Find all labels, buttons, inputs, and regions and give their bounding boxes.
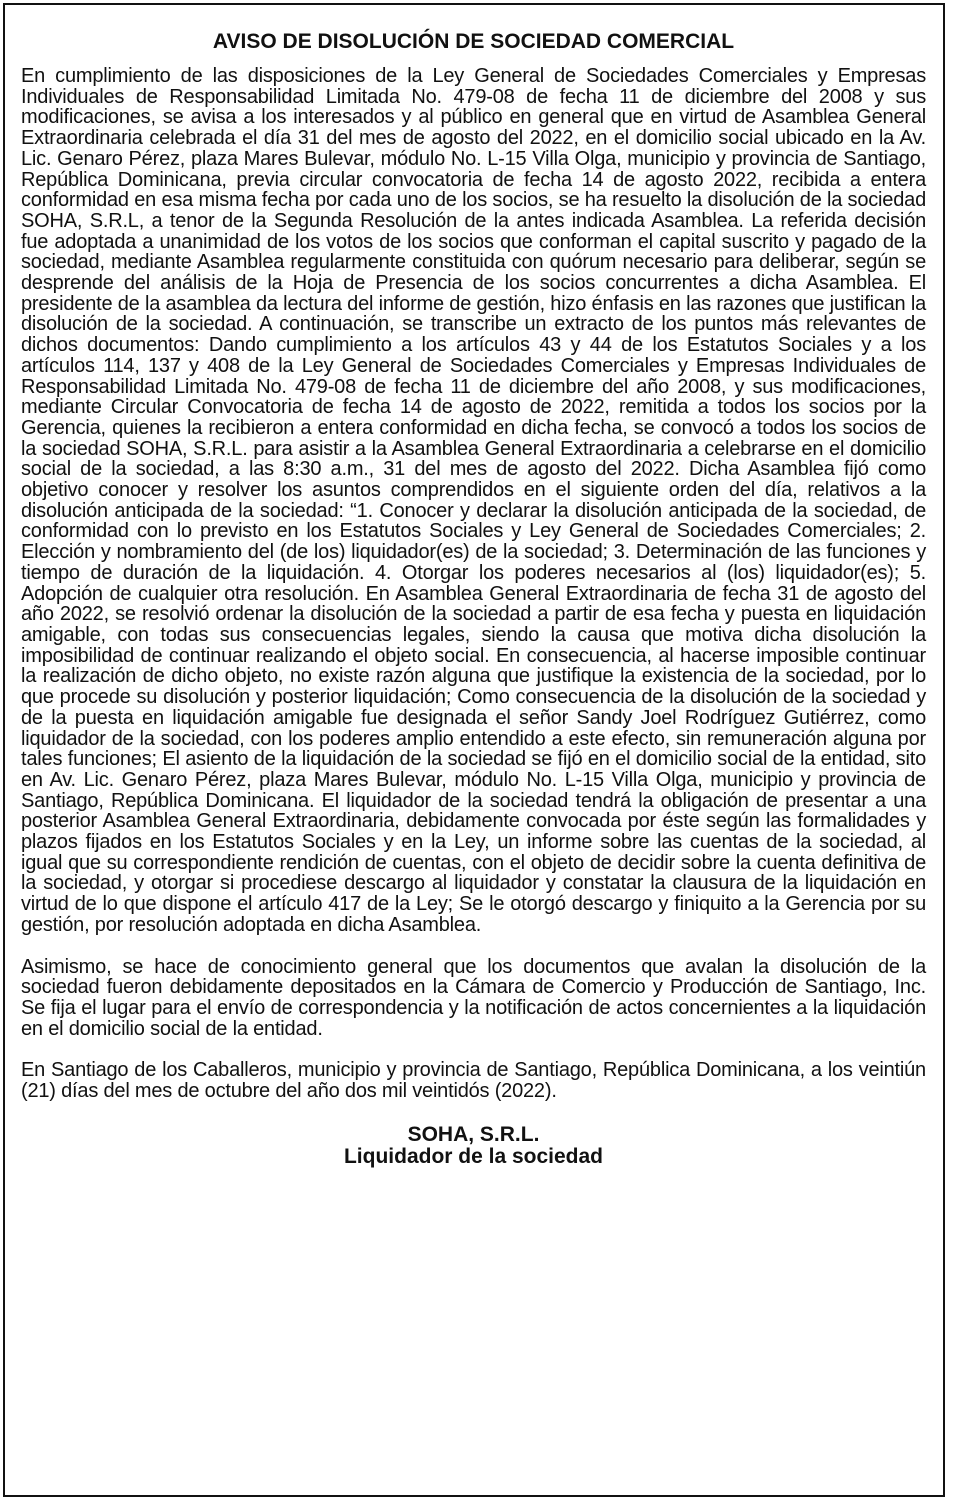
notice-paragraph-main: En cumplimiento de las disposiciones de la Ley General de Sociedades Comerciales y Empresas Individuales de Responsabilidad Limitada No. 479-08 de fecha 11 de diciembre del 2008 y sus modificaciones, se avisa a los interesados y al público en general que en virtud de Asamblea General Extraordinaria celebrada el día 31 del mes de agosto del 2022, en el domicilio social ubicado en la Av. Lic. Genaro Pérez, plaza Mares Bulevar, módulo No. L-15 Villa Olga, municipio y provincia de Santiago, República Dominicana, previa circular convocatoria de fecha 14 de agosto 2022, recibida a entera conformidad en esa misma fecha por cada uno de los socios, se ha resuelto la disolución de la sociedad SOHA, S.R.L, a tenor de la Segunda Resolución de la antes indicada Asamblea. La referida decisión fue adoptada a unanimidad de los votos de los socios que conforman el capital suscrito y pagado de la sociedad, mediante Asamblea regularmente constituida con quórum necesario para deliberar, según se desprende del análisis de la Hoja de Presencia de los socios concurrentes a dicha Asamblea. El presidente de la asamblea da lectura del informe de gestión, hizo énfasis en las razones que justifican la disolución de la sociedad. A continuación, se transcribe un extracto de los puntos más relevantes de dichos documentos: Dando cumplimiento a los artículos 43 y 44 de los Estatutos Sociales y a los artículos 114, 137 y 408 de la Ley General de Sociedades Comerciales y Empresas Individuales de Responsabilidad Limitada No. 479-08 de fecha 11 de diciembre del año 2008, y sus modificaciones, mediante Circular Convocatoria de fecha 14 de agosto de 2022, remitida a todos los socios por la Gerencia, quienes la recibieron a entera conformidad en dicha fecha, se convocó a todos los socios de la sociedad SOHA, S.R.L. para asistir a la Asamblea General Extraordinaria a celebrarse en el domicilio social de la sociedad, a las 8:30 a.m., 31 del mes de agosto del 2022. Dicha Asamblea fijó como objetivo conocer y resolver los asuntos comprendidos en el siguiente orden del día, relativos a la disolución anticipada de la sociedad: “1. Conocer y declarar la disolución anticipada de la sociedad, de conformidad con lo previsto en los Estatutos Sociales y Ley General de Sociedades Comerciales; 2. Elección y nombramiento del (de los) liquidador(es) de la sociedad; 3. Determinación de las funciones y tiempo de duración de la liquidación. 4. Otorgar los poderes necesarios al (los) liquidador(es); 5. Adopción de cualquier otra resolución. En Asamblea General Extraordinaria de fecha 31 de agosto del año 2022, se resolvió ordenar la disolución de la sociedad a partir de esa fecha y puesta en liquidación amigable, con todas sus consecuencias legales, siendo la causa que motiva dicha disolución la imposibilidad de continuar realizando el objeto social. En consecuencia, al hacerse imposible continuar la realización de dicho objeto, no existe razón alguna que justifique la existencia de la sociedad, por lo que procede su disolución y posterior liquidación; Como consecuencia de la disolución de la sociedad y de la puesta en liquidación amigable fue designada el señor Sandy Joel Rodríguez Gutiérrez, como liquidador de la sociedad, con los poderes amplio entendido a este efecto, sin remuneración alguna por tales funciones; El asiento de la liquidación de la sociedad se fijó en el domicilio social de la entidad, sito en Av. Lic. Genaro Pérez, plaza Mares Bulevar, módulo No. L-15 Villa Olga, municipio y provincia de Santiago, República Dominicana. El liquidador de la sociedad tendrá la obligación de presentar a una posterior Asamblea General Extraordinaria, debidamente convocada por éste según las formalidades y plazos fijados en los Estatutos Sociales y en la Ley, un informe sobre las cuentas de la sociedad, al igual que su correspondiente rendición de cuentas, con el objeto de decidir sobre la cuenta definitiva de la sociedad, y otorgar si procediese descargo al liquidador y constatar la clausura de la liquidación en virtud de lo que dispone el artículo 417 de la Ley; Se le otorgó descargo y finiquito a la Gerencia por su gestión, por resolución adoptada en dicha Asamblea.	[21, 65, 926, 936]
notice-paragraph-deposit: Asimismo, se hace de conocimiento general que los documentos que avalan la disolución de la sociedad fueron debidamente depositados en la Cámara de Comercio y Producción de Santiago, Inc. Se fija el lugar para el envío de correspondencia y la notificación de actos concernientes a la liquidación en el domicilio social de la entidad.	[21, 955, 926, 1040]
notice-paragraph-place-date: En Santiago de los Caballeros, municipio y provincia de Santiago, República Dominicana, a los veintiún (21) días del mes de octubre del año dos mil veintidós (2022).	[21, 1059, 926, 1103]
signature-role: Liquidador de la sociedad	[343, 1144, 604, 1168]
paragraph-spacer	[21, 1039, 926, 1060]
paragraph-spacer	[21, 936, 926, 957]
notice-body	[21, 30, 926, 1168]
notice-title: AVISO DE DISOLUCIÓN DE SOCIEDAD COMERCIAL	[212, 30, 735, 53]
signature-block	[21, 1124, 926, 1168]
signature-company: SOHA, S.R.L.	[407, 1122, 540, 1146]
